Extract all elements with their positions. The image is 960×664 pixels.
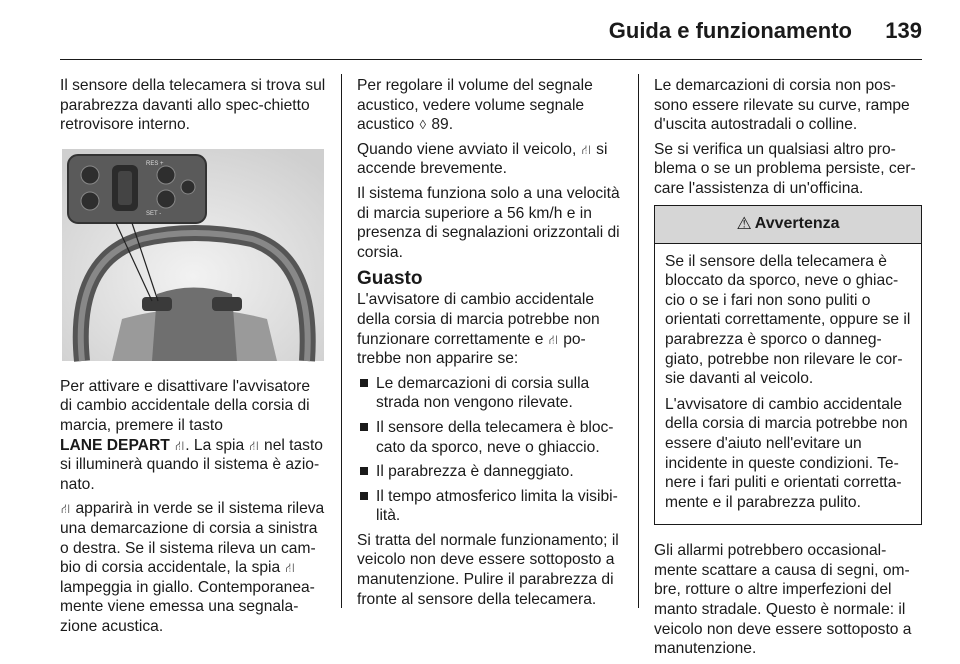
list-item: Il parabrezza è danneggiato. [357,462,623,482]
column-middle [357,76,623,614]
column-right [654,76,922,664]
bullet-icon [360,423,368,431]
lane-departure-icon: ⛙ [61,501,71,517]
section-heading: Guasto [357,268,423,290]
paragraph: Le demarcazioni di corsia non pos-sono essere rilevate su curve, rampe d'uscita autostradali o colline. [654,77,910,134]
steering-wheel-photo [62,149,324,361]
header-divider [60,59,922,60]
lane-departure-icon: ⛙ [285,560,295,576]
lane-depart-button-label: LANE DEPART [60,436,170,454]
warning-header [655,206,921,244]
paragraph: Per attivare e disattivare l'avvisatore di cambio accidentale della corsia di marcia, premere il tasto LANE DEPART ⛙. La spia ⛙ nel tasto si illuminerà quando il sistema è azio-nato. [60,377,323,493]
lane-departure-icon: ⛙ [249,437,259,453]
paragraph: ⛙ apparirà in verde se il sistema rileva una demarcazione di corsia a sinistra o destra. Se il sistema rileva un cam-bio di corsia accidentale, la spia ⛙ lampeggia in giallo. Contemporanea-mente viene emessa una segnala-zione acustica. [60,500,325,635]
bullet-icon [360,379,368,387]
page-number: 139 [885,18,922,43]
bullet-icon [360,492,368,500]
paragraph: Quando viene avviato il veicolo, ⛙ si accende brevemente. [357,140,608,178]
steering-wheel-illustration [62,149,324,361]
column-divider [341,74,342,608]
warning-title: Avvertenza [754,215,840,233]
paragraph: Il sensore della telecamera si trova sul parabrezza davanti allo spec-chietto retrovisore interno. [60,77,326,134]
paragraph: L'avvisatore di cambio accidentale della corsia di marcia potrebbe non funzionare correttamente e ⛙ po-trebbe non apparire se: [357,291,600,368]
warning-icon: ⚠ [736,214,752,234]
warning-box [654,205,922,526]
paragraph: Il sistema funziona solo a una velocità di marcia superiore a 56 km/h e in presenza di segnalazioni orizzontali di corsia. [357,184,620,261]
column-divider [638,74,639,608]
page-header [0,0,960,56]
photo-label: SET - [146,210,162,217]
bullet-icon [360,467,368,475]
photo-label: RES + [146,160,164,167]
bullet-list [357,374,623,526]
lane-departure-icon: ⛙ [581,141,591,157]
paragraph: Se si verifica un qualsiasi altro pro-blema o se un problema persiste, cer-care l'assistenza di un'officina. [654,140,916,197]
list-item: Il sensore della telecamera è bloc-cato da sporco, neve o ghiaccio. [357,418,623,457]
warning-body [655,244,921,525]
lane-departure-icon: ⛙ [175,437,185,453]
list-item: Il tempo atmosferico limita la visibi-lità. [357,487,623,526]
paragraph: Per regolare il volume del segnale acustico, vedere volume segnale acustico ◊ 89. [357,77,593,134]
paragraph: Si tratta del normale funzionamento; il veicolo non deve essere sottoposto a manutenzione. Pulire il parabrezza di fronte al sensore della telecamera. [357,531,619,608]
page-reference-icon: ◊ [419,117,426,133]
paragraph: Gli allarmi potrebbero occasional-mente scattare a causa di segni, om-bre, rotture o altre imperfezioni del manto stradale. Questo è normale: il veicolo non deve essere sottoposto a manutenzione. [654,542,912,658]
column-left [60,76,326,642]
page-title: Guida e funzionamento [608,18,852,43]
paragraph: L'avvisatore di cambio accidentale della corsia di marcia potrebbe non essere d'aiuto nell'evitare un incidente in queste condizioni. Te-nere i fari puliti e orientati corretta-mente e il parabrezza pulito. [665,395,908,511]
lane-departure-icon: ⛙ [548,331,558,347]
list-item: Le demarcazioni di corsia sulla strada non vengono rilevate. [357,374,623,413]
paragraph: Se il sensore della telecamera è bloccato da sporco, neve o ghiac-cio o se i fari non sono puliti o orientati correttamente, oppure se il parabrezza è sporco o danneg-giato, potrebbe non rilevare le cor-sie davanti al veicolo. [665,252,911,388]
